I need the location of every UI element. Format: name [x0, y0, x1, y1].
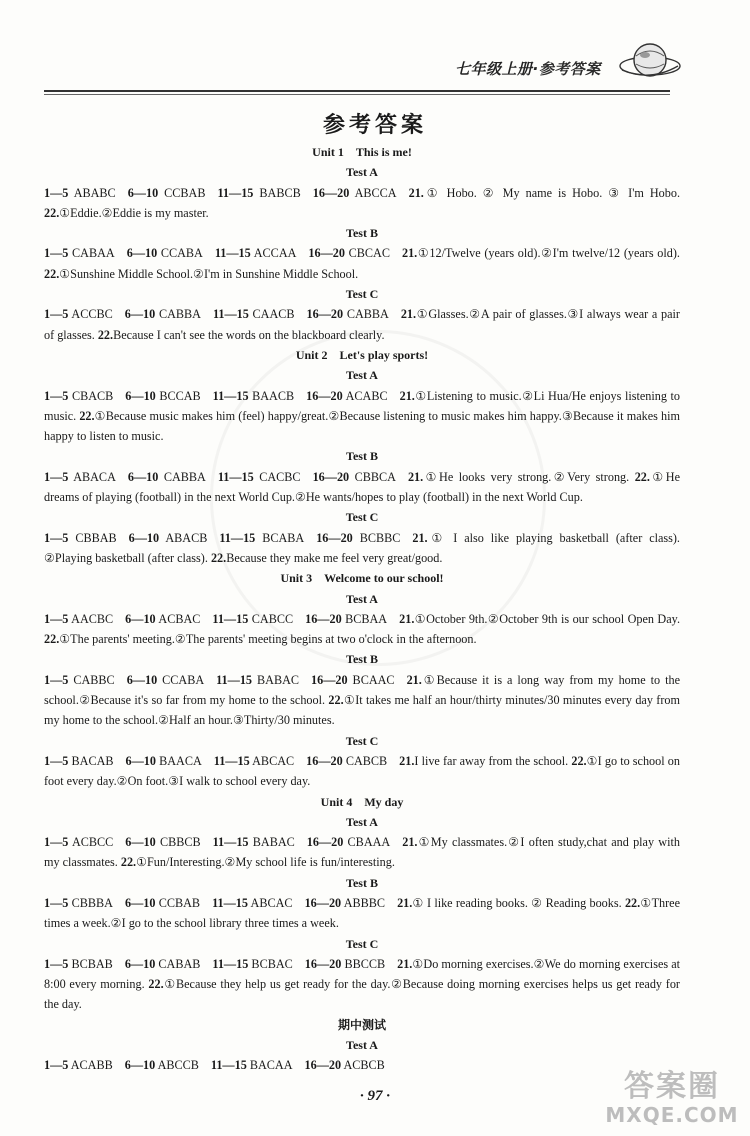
- question-number: 16—20: [308, 246, 345, 261]
- answer-paragraph: [44, 751, 680, 792]
- unit-heading: Unit 4 My day: [320, 794, 404, 809]
- question-number: 6—10: [127, 185, 159, 200]
- question-number: 1—5: [44, 672, 69, 687]
- question-number: 11—15: [212, 307, 249, 322]
- question-number: 22.: [328, 693, 344, 708]
- question-number: 1—5: [44, 185, 69, 200]
- answer-text: ①Because music makes him (feel) happy/great.②Because listening to music makes him happy.③Because it makes him happy to listen to music.: [44, 408, 680, 444]
- answer-text: CBCAC: [344, 246, 390, 261]
- answer-text: BAACA: [155, 753, 202, 768]
- answer-paragraph: [44, 183, 680, 224]
- answer-text: BCBAB: [68, 956, 113, 971]
- answer-paragraph: [44, 528, 680, 569]
- answer-text: CBAAA: [343, 835, 391, 850]
- answer-paragraph: [44, 304, 680, 345]
- question-number: 22.: [44, 266, 60, 281]
- answer-text: BBCCB: [341, 956, 386, 971]
- answer-text: Because they make me feel very great/good.: [226, 550, 443, 565]
- question-number: 21.: [406, 672, 422, 687]
- answer-text: CCABA: [157, 672, 205, 687]
- watermark-line2: MXQE.COM: [605, 1103, 739, 1127]
- answer-text: ABACB: [159, 530, 208, 545]
- question-number: 11—15: [212, 611, 249, 626]
- question-number: 1—5: [44, 835, 69, 850]
- answer-text: ACBAC: [155, 611, 201, 626]
- question-number: 21.: [408, 185, 424, 200]
- unit-heading: Unit 3 Welcome to our school!: [280, 571, 444, 586]
- question-number: 16—20: [305, 611, 342, 626]
- question-number: 16—20: [304, 956, 342, 971]
- site-watermark: [602, 1070, 742, 1128]
- question-number: 6—10: [124, 956, 156, 971]
- question-number: 1—5: [44, 530, 69, 545]
- answer-text: CABCC: [248, 611, 294, 626]
- question-number: 11—15: [212, 388, 249, 403]
- question-number: 1—5: [44, 388, 69, 403]
- answer-paragraph: [44, 954, 680, 1015]
- answer-text: ① Hobo. ② My name is Hobo. ③ I'm Hobo.: [423, 185, 680, 200]
- page-number: · 97 ·: [360, 1088, 390, 1104]
- question-number: 16—20: [306, 753, 343, 768]
- answer-text: ABBBC: [341, 895, 386, 910]
- question-number: 21.: [402, 835, 418, 850]
- question-number: 6—10: [125, 611, 156, 626]
- unit-heading: 期中测试: [337, 1017, 386, 1032]
- answer-paragraph: [44, 670, 680, 731]
- unit-heading: Unit 2 Let's play sports!: [295, 347, 429, 362]
- answer-paragraph: [44, 1055, 680, 1075]
- answer-text: ABACA: [68, 469, 116, 484]
- question-number: 22.: [120, 855, 137, 870]
- question-number: 22.: [97, 327, 114, 342]
- question-number: 11—15: [212, 895, 248, 910]
- question-number: 22.: [148, 977, 164, 992]
- answer-text: ACCBC: [68, 307, 113, 322]
- test-heading: Test B: [346, 652, 378, 667]
- question-number: 11—15: [214, 246, 251, 261]
- answer-text: CBBAB: [68, 530, 117, 545]
- test-heading: Test A: [346, 591, 378, 606]
- question-number: 22.: [634, 469, 650, 484]
- question-number: 21.: [397, 895, 413, 910]
- answer-text: BABAC: [252, 672, 300, 687]
- answer-text: ① I also like playing basketball (after class). ②Playing basketball (after class).: [44, 530, 680, 565]
- question-number: 1—5: [44, 469, 69, 484]
- test-heading: Test C: [345, 287, 379, 302]
- question-number: 16—20: [304, 895, 342, 910]
- question-number: 6—10: [125, 388, 156, 403]
- answer-paragraph: [44, 243, 680, 284]
- question-number: 21.: [399, 388, 415, 403]
- question-number: 21.: [401, 246, 418, 261]
- question-number: 22.: [44, 205, 60, 220]
- answer-text: ①He dreams of playing (football) in the next World Cup.②He wants/hopes to play (football) in the next World Cup.: [44, 469, 680, 505]
- answer-text: CABBC: [68, 672, 115, 687]
- page-title: 参考答案: [322, 113, 427, 138]
- question-number: 16—20: [306, 835, 344, 850]
- header-dot: ·: [532, 60, 539, 78]
- answer-text: ①October 9th.②October 9th is our school Open Day.: [414, 611, 680, 626]
- question-number: 1—5: [44, 753, 69, 768]
- test-heading: Test C: [345, 936, 379, 951]
- question-number: 6—10: [124, 1058, 156, 1073]
- answer-text: ①Fun/Interesting.②My school life is fun/interesting.: [136, 855, 395, 870]
- question-number: 6—10: [124, 307, 156, 322]
- question-number: 22.: [44, 632, 60, 647]
- answer-text: ①Do morning exercises.②We do morning exercises at 8:00 every morning.: [44, 956, 681, 992]
- test-heading: Test A: [346, 814, 378, 829]
- answer-text: ACABC: [342, 388, 388, 403]
- question-number: 11—15: [219, 530, 256, 545]
- answer-paragraph: [44, 832, 680, 873]
- answer-text: ACBCB: [341, 1058, 385, 1073]
- test-heading: Test A: [346, 165, 378, 180]
- watermark-line1: 答案圈: [624, 1069, 720, 1104]
- answer-paragraph: [44, 467, 680, 508]
- question-number: 11—15: [217, 185, 254, 200]
- question-number: 11—15: [210, 1058, 247, 1073]
- answer-text: CABBA: [155, 307, 201, 322]
- question-number: 16—20: [306, 388, 343, 403]
- question-number: 6—10: [126, 246, 158, 261]
- header-answers: 参考答案: [538, 60, 601, 78]
- question-number: 22.: [79, 408, 95, 423]
- answer-text: CACBC: [253, 469, 301, 484]
- answer-text: BCBAA: [341, 611, 388, 626]
- question-number: 6—10: [124, 895, 156, 910]
- question-number: 21.: [400, 307, 417, 322]
- question-number: 6—10: [125, 835, 156, 850]
- answer-text: ①Because it is a long way from my home to the school.②Because it's so far from my home to the school.: [44, 672, 681, 708]
- question-number: 22.: [210, 550, 227, 565]
- answer-text: ① I like reading books. ② Reading books.: [412, 895, 625, 910]
- answer-text: ①It takes me half an hour/thirty minutes/30 minutes every day from my home to the school.②Half an hour.③Thirty/30 minutes.: [44, 693, 680, 728]
- answer-text: CCABA: [157, 246, 203, 261]
- question-number: 1—5: [44, 611, 69, 626]
- answer-text: CBBBA: [68, 895, 113, 910]
- question-number: 11—15: [213, 753, 250, 768]
- answer-text: ABCAC: [249, 753, 295, 768]
- question-number: 6—10: [125, 753, 156, 768]
- answer-text: ①Glasses.②A pair of glasses.③I always wear a pair of glasses.: [44, 307, 680, 342]
- question-number: 1—5: [44, 956, 69, 971]
- question-number: 6—10: [128, 530, 160, 545]
- question-number: 16—20: [304, 1058, 342, 1073]
- globe-icon: [612, 36, 682, 90]
- answer-text: ACBCC: [68, 835, 114, 850]
- question-number: 1—5: [44, 895, 69, 910]
- answer-text: CBBCB: [155, 835, 201, 850]
- test-heading: Test B: [346, 875, 378, 890]
- answer-text: ①12/Twelve (years old).②I'm twelve/12 (years old).: [417, 246, 680, 261]
- answer-text: CBACB: [68, 388, 114, 403]
- answer-text: ABABC: [68, 185, 116, 200]
- answer-text: ①I go to school on foot every day.②On foot.③I walk to school every day.: [44, 753, 680, 789]
- header-rule-thin: [44, 94, 670, 95]
- question-number: 1—5: [44, 307, 69, 322]
- question-number: 21.: [399, 753, 415, 768]
- header-rule: [44, 90, 670, 92]
- answer-text: BABAC: [248, 835, 295, 850]
- answer-text: BCBAC: [248, 956, 293, 971]
- answer-text: CAACB: [248, 307, 295, 322]
- answer-text: CCBAB: [158, 185, 206, 200]
- answer-text: ①He looks very strong.②Very strong.: [423, 469, 635, 484]
- test-heading: Test C: [345, 733, 379, 748]
- question-number: 11—15: [212, 956, 249, 971]
- answer-paragraph: [44, 893, 680, 934]
- question-number: 21.: [399, 611, 415, 626]
- test-heading: Test A: [346, 368, 378, 383]
- answer-text: ABCCB: [155, 1058, 199, 1073]
- test-heading: Test B: [346, 449, 378, 464]
- question-number: 16—20: [311, 672, 348, 687]
- answer-text: BACAB: [68, 753, 114, 768]
- answer-text: CABAA: [68, 246, 115, 261]
- question-number: 1—5: [44, 246, 69, 261]
- answer-text: I live far away from the school.: [414, 753, 572, 768]
- test-heading: Test C: [345, 510, 379, 525]
- answer-text: AACBC: [68, 611, 114, 626]
- answer-text: ACABB: [68, 1058, 113, 1073]
- answer-text: BCAAC: [347, 672, 395, 687]
- test-heading: Test A: [346, 1038, 378, 1053]
- running-header: [455, 58, 601, 79]
- answer-text: BABCB: [253, 185, 301, 200]
- answer-text: BCABA: [255, 530, 305, 545]
- question-number: 16—20: [316, 530, 353, 545]
- unit-heading: Unit 1 This is me!: [312, 145, 412, 159]
- answer-text: ①Listening to music.②Li Hua/He enjoys listening to music.: [44, 388, 680, 423]
- question-number: 11—15: [216, 672, 253, 687]
- test-heading: Test B: [346, 226, 378, 241]
- answer-text: CABBA: [343, 307, 389, 322]
- answer-text: ①The parents' meeting.②The parents' meeting begins at two o'clock in the afternoon.: [59, 632, 477, 647]
- answer-text: BACAA: [246, 1058, 293, 1073]
- answer-text: Because I can't see the words on the blackboard clearly.: [113, 327, 385, 342]
- answer-text: CABAB: [155, 956, 201, 971]
- question-number: 22.: [571, 753, 587, 768]
- answer-text: ABCCA: [349, 185, 397, 200]
- answer-content: [44, 142, 680, 1076]
- question-number: 21.: [412, 530, 428, 545]
- header-grade: 七年级上册: [455, 60, 533, 78]
- answer-text: ①Sunshine Middle School.②I'm in Sunshine Middle School.: [59, 266, 359, 281]
- answer-text: CCBAB: [155, 895, 201, 910]
- question-number: 16—20: [312, 185, 350, 200]
- question-number: 16—20: [312, 469, 350, 484]
- answer-text: ABCAC: [247, 895, 293, 910]
- answer-text: BCBBC: [352, 530, 401, 545]
- question-number: 21.: [397, 956, 413, 971]
- answer-text: BCCAB: [155, 388, 201, 403]
- answer-text: CABBA: [158, 469, 206, 484]
- question-number: 6—10: [126, 672, 158, 687]
- answer-text: CABCB: [342, 753, 388, 768]
- answer-paragraph: [44, 609, 680, 650]
- answer-text: ①Because they help us get ready for the day.②Because doing morning exercises helps us get ready for the day.: [44, 977, 680, 1012]
- question-number: 11—15: [217, 469, 254, 484]
- answer-text: ACCAA: [250, 246, 297, 261]
- answer-text: ①Three times a week.②I go to the school library three times a week.: [44, 895, 680, 931]
- answer-text: BAACB: [248, 388, 295, 403]
- question-number: 16—20: [306, 307, 344, 322]
- question-number: 1—5: [44, 1058, 69, 1073]
- question-number: 22.: [624, 895, 641, 910]
- answer-text: ①My classmates.②I often study,chat and play with my classmates.: [44, 835, 680, 870]
- question-number: 11—15: [212, 835, 249, 850]
- question-number: 21.: [407, 469, 424, 484]
- answer-text: ①Eddie.②Eddie is my master.: [59, 205, 209, 220]
- answer-paragraph: [44, 386, 680, 447]
- answer-text: CBBCA: [349, 469, 396, 484]
- question-number: 6—10: [127, 469, 159, 484]
